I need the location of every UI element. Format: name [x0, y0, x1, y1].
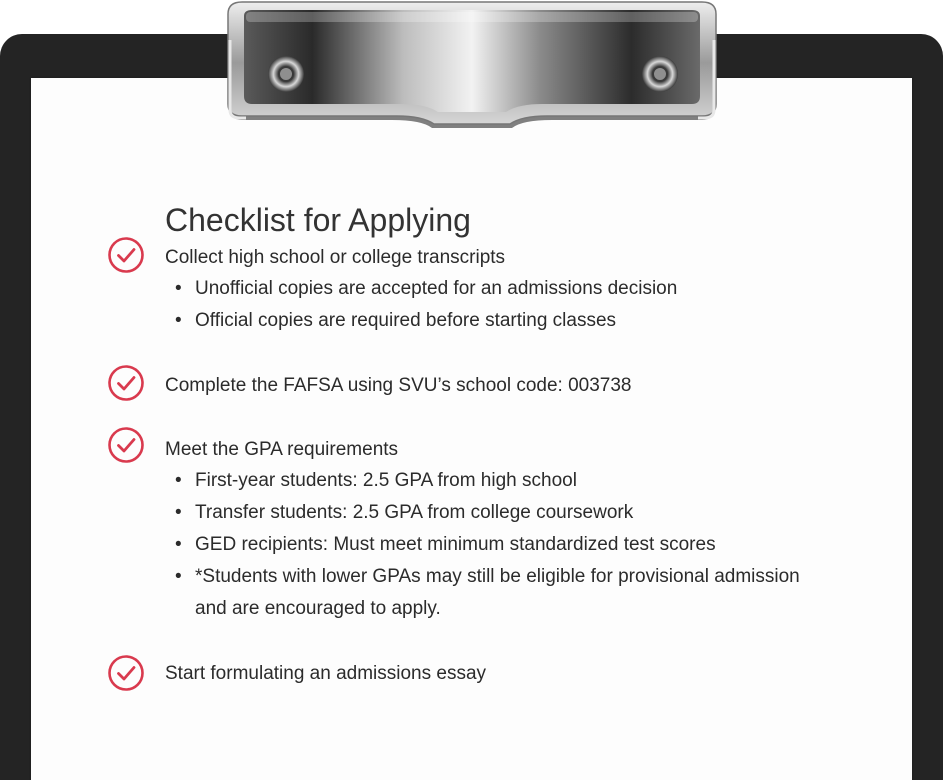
bullet-icon: •	[175, 278, 182, 299]
checklist-subitem-text: Official copies are required before starting classes	[195, 310, 617, 331]
checklist-subitem-text: Transfer students: 2.5 GPA from college coursework	[195, 502, 634, 523]
check-circle-icon	[107, 364, 145, 402]
checklist-item-text: Meet the GPA requirements	[165, 439, 399, 460]
checklist-subitem	[175, 273, 677, 305]
bullet-icon: •	[175, 566, 182, 587]
checklist-subitem	[175, 465, 577, 497]
checklist-subitem-text: *Students with lower GPAs may still be eligible for provisional admission	[195, 566, 800, 587]
bullet-icon: •	[175, 310, 182, 331]
check-circle-icon	[107, 426, 145, 464]
checklist-subitem-text: First-year students: 2.5 GPA from high school	[195, 470, 577, 491]
check-circle-icon	[107, 654, 145, 692]
checklist-title: Checklist for Applying	[165, 202, 471, 238]
checklist-subitem	[175, 497, 633, 529]
checklist-item-text: Collect high school or college transcripts	[165, 247, 506, 268]
bullet-icon: •	[175, 502, 182, 523]
checklist-subitem-text: GED recipients: Must meet minimum standardized test scores	[195, 534, 716, 555]
checklist-subitem-text: and are encouraged to apply.	[195, 598, 441, 619]
checklist-subitem-text: Unofficial copies are accepted for an admissions decision	[195, 278, 678, 299]
checklist-subitem	[175, 561, 800, 593]
checklist-item-text: Complete the FAFSA using SVU’s school code: 003738	[165, 375, 632, 396]
checklist-subitem	[175, 305, 616, 337]
bullet-icon: •	[175, 534, 182, 555]
check-circle-icon	[107, 236, 145, 274]
checklist-item-text: Start formulating an admissions essay	[165, 663, 487, 684]
checklist-subitem	[175, 529, 716, 561]
checklist-subitem	[175, 593, 441, 625]
bullet-icon: •	[175, 470, 182, 491]
